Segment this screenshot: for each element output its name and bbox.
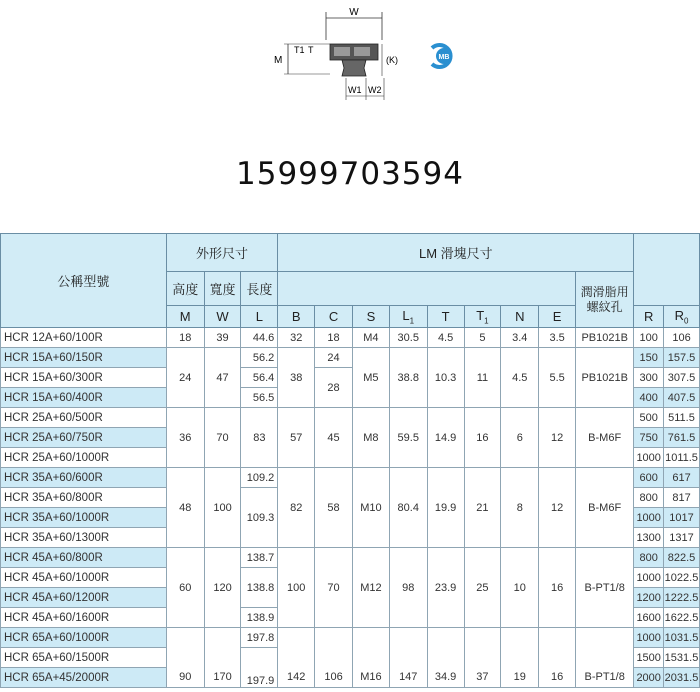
model-cell: HCR 15A+60/150R <box>1 348 167 368</box>
model-cell: HCR 35A+60/800R <box>1 488 167 508</box>
header-length: 長度 <box>241 272 278 306</box>
cell-e: 5.5 <box>539 348 576 408</box>
spec-table <box>0 233 700 688</box>
cell-t: 34.9 <box>427 628 464 688</box>
cell-e: 12 <box>539 408 576 468</box>
cell-s: M5 <box>352 348 389 408</box>
model-cell: HCR 35A+60/1000R <box>1 508 167 528</box>
cell-r0: 1531.5 <box>664 648 700 668</box>
cell-m: 24 <box>166 348 204 408</box>
cell-r0: 1031.5 <box>664 628 700 648</box>
table-row <box>1 348 700 368</box>
table-row <box>1 468 700 488</box>
cell-grease: B-M6F <box>576 468 634 548</box>
cell-t: 23.9 <box>427 548 464 628</box>
table-row <box>1 548 700 568</box>
header-height: 高度 <box>166 272 204 306</box>
cell-c: 24 <box>315 348 353 368</box>
cell-l: 138.9 <box>241 608 278 628</box>
cell-e: 16 <box>539 548 576 628</box>
model-cell: HCR 65A+60/1500R <box>1 648 167 668</box>
cell-t1: 16 <box>464 408 501 468</box>
cell-s: M4 <box>352 328 389 348</box>
cell-b: 57 <box>278 408 315 468</box>
mb-label: MB <box>438 54 450 61</box>
cell-s: M12 <box>352 548 389 628</box>
header-sym-l: L <box>241 306 278 328</box>
cell-l1: 59.5 <box>389 408 427 468</box>
cell-l1: 80.4 <box>389 468 427 548</box>
cell-r0: 2031.5 <box>664 668 700 688</box>
cell-r0: 1017 <box>664 508 700 528</box>
cell-e: 12 <box>539 468 576 548</box>
cell-b: 38 <box>278 348 315 408</box>
cell-l: 56.2 <box>241 348 278 368</box>
mb-moment-icon <box>428 42 456 70</box>
cell-n: 4.5 <box>501 348 539 408</box>
cell-r: 750 <box>634 428 664 448</box>
label-m: M <box>274 55 283 66</box>
cell-r0: 1022.5 <box>664 568 700 588</box>
header-sym-m: M <box>166 306 204 328</box>
label-t: T <box>308 45 314 55</box>
cell-r: 1000 <box>634 568 664 588</box>
model-cell: HCR 45A+60/1600R <box>1 608 167 628</box>
cell-m: 90 <box>166 628 204 688</box>
cell-r0: 511.5 <box>664 408 700 428</box>
cell-r: 2000 <box>634 668 664 688</box>
cell-r0: 817 <box>664 488 700 508</box>
cell-grease: B-PT1/8 <box>576 548 634 628</box>
model-cell: HCR 45A+60/800R <box>1 548 167 568</box>
cell-w: 47 <box>204 348 241 408</box>
model-cell: HCR 45A+60/1200R <box>1 588 167 608</box>
cell-grease: PB1021B <box>576 348 634 408</box>
cell-r0: 1011.5 <box>664 448 700 468</box>
cell-b: 100 <box>278 548 315 628</box>
cell-l: 56.4 <box>241 368 278 388</box>
header-sym-r: R <box>634 306 664 328</box>
label-w2: W2 <box>368 85 382 95</box>
cell-m: 36 <box>166 408 204 468</box>
header-sym-w: W <box>204 306 241 328</box>
header-sym-e: E <box>539 306 576 328</box>
cell-e: 16 <box>539 628 576 688</box>
model-cell: HCR 35A+60/600R <box>1 468 167 488</box>
cell-l: 138.7 <box>241 548 278 568</box>
phone-number: 15999703594 <box>236 156 464 192</box>
cell-n: 19 <box>501 628 539 688</box>
cell-c: 106 <box>315 628 353 688</box>
cell-r: 800 <box>634 488 664 508</box>
cell-n: 10 <box>501 548 539 628</box>
model-cell: HCR 65A+60/1000R <box>1 628 167 648</box>
cell-s: M10 <box>352 468 389 548</box>
cell-l: 197.8 <box>241 628 278 648</box>
cell-r: 1500 <box>634 648 664 668</box>
cell-l1: 30.5 <box>389 328 427 348</box>
header-r-blank <box>634 234 700 306</box>
cell-r: 800 <box>634 548 664 568</box>
cell-l: 138.8 <box>241 568 278 608</box>
cell-m: 60 <box>166 548 204 628</box>
cell-r0: 1622.5 <box>664 608 700 628</box>
cell-grease: PB1021B <box>576 328 634 348</box>
cell-c: 70 <box>315 548 353 628</box>
cell-t1: 11 <box>464 348 501 408</box>
cell-r0: 617 <box>664 468 700 488</box>
cell-t: 19.9 <box>427 468 464 548</box>
cell-t: 4.5 <box>427 328 464 348</box>
cell-t1: 25 <box>464 548 501 628</box>
header-grease-nipple: 潤滑脂用螺紋孔 <box>576 272 634 328</box>
header-sym-n: N <box>501 306 539 328</box>
cell-r: 1000 <box>634 448 664 468</box>
header-sym-t1: $T_1$ <box>464 306 501 328</box>
cell-c: 45 <box>315 408 353 468</box>
cell-l: 109.2 <box>241 468 278 488</box>
cell-s: M8 <box>352 408 389 468</box>
cell-r: 1600 <box>634 608 664 628</box>
cell-r0: 407.5 <box>664 388 700 408</box>
model-cell: HCR 12A+60/100R <box>1 328 167 348</box>
cell-w: 120 <box>204 548 241 628</box>
cell-w: 100 <box>204 468 241 548</box>
cell-r: 500 <box>634 408 664 428</box>
cell-b: 82 <box>278 468 315 548</box>
cell-b: 32 <box>278 328 315 348</box>
cell-grease: B-M6F <box>576 408 634 468</box>
cell-n: 3.4 <box>501 328 539 348</box>
model-cell: HCR 25A+60/1000R <box>1 448 167 468</box>
model-cell: HCR 15A+60/300R <box>1 368 167 388</box>
cell-t1: 37 <box>464 628 501 688</box>
cell-l: 56.5 <box>241 388 278 408</box>
cell-l: 44.6 <box>241 328 278 348</box>
table-row <box>1 408 700 428</box>
cell-l1: 38.8 <box>389 348 427 408</box>
cell-r0: 761.5 <box>664 428 700 448</box>
cell-b: 142 <box>278 628 315 688</box>
cell-t1: 21 <box>464 468 501 548</box>
cell-r: 300 <box>634 368 664 388</box>
cell-r: 150 <box>634 348 664 368</box>
cell-w: 170 <box>204 628 241 688</box>
cell-r0: 822.5 <box>664 548 700 568</box>
cell-l1: 98 <box>389 548 427 628</box>
cell-r0: 1317 <box>664 528 700 548</box>
header-sym-b: B <box>278 306 315 328</box>
header-sym-t: T <box>427 306 464 328</box>
cell-n: 8 <box>501 468 539 548</box>
cell-r0: 1222.5 <box>664 588 700 608</box>
label-t1: T1 <box>294 45 305 55</box>
cell-grease: B-PT1/8 <box>576 628 634 688</box>
cell-e: 3.5 <box>539 328 576 348</box>
header-sym-r0: $R_0$ <box>664 306 700 328</box>
cell-r0: 307.5 <box>664 368 700 388</box>
model-cell: HCR 65A+45/2000R <box>1 668 167 688</box>
cell-w: 70 <box>204 408 241 468</box>
cell-l: 197.9 <box>241 648 278 688</box>
cell-r0: 157.5 <box>664 348 700 368</box>
cell-r: 400 <box>634 388 664 408</box>
table-row <box>1 628 700 648</box>
cell-t1: 5 <box>464 328 501 348</box>
header-width: 寬度 <box>204 272 241 306</box>
cell-r: 1300 <box>634 528 664 548</box>
label-w: W <box>349 7 359 18</box>
header-sym-s: S <box>352 306 389 328</box>
header-outer-dimensions: 外形尺寸 <box>166 234 278 272</box>
model-cell: HCR 45A+60/1000R <box>1 568 167 588</box>
cell-w: 39 <box>204 328 241 348</box>
label-w1: W1 <box>348 85 362 95</box>
cell-r: 1200 <box>634 588 664 608</box>
cell-r: 100 <box>634 328 664 348</box>
model-cell: HCR 35A+60/1300R <box>1 528 167 548</box>
cell-m: 48 <box>166 468 204 548</box>
cell-m: 18 <box>166 328 204 348</box>
cell-c: 18 <box>315 328 353 348</box>
cell-t: 14.9 <box>427 408 464 468</box>
cell-t: 10.3 <box>427 348 464 408</box>
cell-c: 28 <box>315 368 353 408</box>
header-lm-block-dimensions: LM 滑塊尺寸 <box>278 234 634 272</box>
header-lm-blank <box>278 272 576 306</box>
model-cell: HCR 25A+60/750R <box>1 428 167 448</box>
cell-r: 1000 <box>634 628 664 648</box>
cell-l: 109.3 <box>241 488 278 548</box>
cell-n: 6 <box>501 408 539 468</box>
cell-c: 58 <box>315 468 353 548</box>
cell-l: 83 <box>241 408 278 468</box>
header-model: 公稱型號 <box>1 234 167 328</box>
label-k: (K) <box>386 55 398 65</box>
cell-r: 600 <box>634 468 664 488</box>
header-sym-l1: $L_1$ <box>389 306 427 328</box>
model-cell: HCR 15A+60/400R <box>1 388 167 408</box>
cell-r: 1000 <box>634 508 664 528</box>
cell-r0: 106 <box>664 328 700 348</box>
header-sym-c: C <box>315 306 353 328</box>
cell-l1: 147 <box>389 628 427 688</box>
table-row <box>1 328 700 348</box>
cell-s: M16 <box>352 628 389 688</box>
model-cell: HCR 25A+60/500R <box>1 408 167 428</box>
